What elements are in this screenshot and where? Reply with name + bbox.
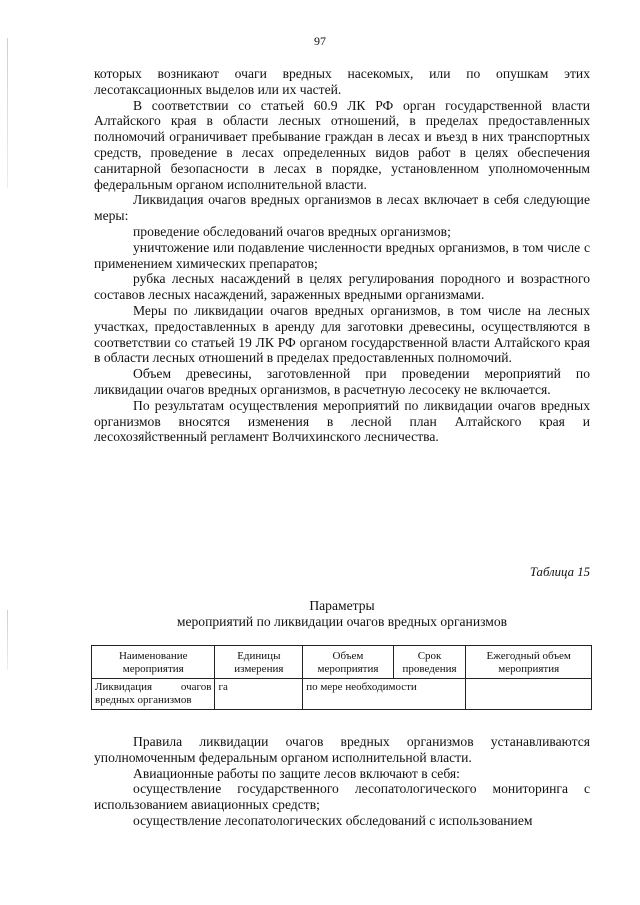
cell-annual (466, 679, 592, 710)
paragraph: осуществление государственного лесопатологического мониторинга с использованием авиационных средств; (94, 781, 590, 813)
paragraph: рубка лесных насаждений в целях регулирования породного и возрастного составов лесных насаждений, зараженных вредными организмами. (94, 271, 590, 303)
paragraph: Ликвидация очагов вредных организмов в лесах включает в себя следующие меры: (94, 192, 590, 224)
table-header-row (92, 646, 592, 679)
column-header-term: Срок проведения (393, 646, 466, 679)
paragraph: Авиационные работы по защите лесов включают в себя: (133, 765, 460, 781)
table-title-line: мероприятий по ликвидации очагов вредных организмов (176, 614, 508, 629)
body-text-bottom (94, 734, 590, 829)
table-row (92, 679, 592, 710)
paragraph: По результатам осуществления мероприятий по ликвидации очагов вредных организмов вносятся изменения в лесной план Алтайского края и лесохозяйственный регламент Волчихинского лесничества. (94, 397, 590, 445)
scan-edge-mark (7, 38, 8, 188)
paragraph: которых возникают очаги вредных насекомых, или по опушкам этих лесотаксационных выделов или их частей. (94, 66, 590, 97)
paragraph: осуществление лесопатологических обследований с использованием (133, 812, 533, 828)
paragraph: Объем древесины, заготовленной при проведении мероприятий по ликвидации очагов вредных организмов, в расчетную лесосеку не включается. (94, 366, 590, 397)
column-header-volume: Объем мероприятия (303, 646, 394, 679)
paragraph: уничтожение или подавление численности вредных организмов, в том числе с применением химических препаратов; (94, 239, 590, 271)
body-text-top (94, 66, 590, 445)
paragraph: Меры по ликвидации очагов вредных организмов, в том числе на лесных участках, предоставленных в аренду для заготовки древесины, осуществляются в соответствии со статьей 19 ЛК РФ органом государственной власти Алтайского края в области лесных отношений в пределах предоставленных полномочий. (94, 302, 590, 366)
table-title-line: Параметры (309, 598, 375, 613)
column-header-unit: Единицы измерения (215, 646, 303, 679)
scan-edge-mark (7, 610, 8, 670)
paragraph: Правила ликвидации очагов вредных организмов устанавливаются уполномоченным федеральным органом исполнительной власти. (94, 734, 590, 765)
parameters-table (91, 645, 592, 710)
cell-activity-name: Ликвидация очагов вредных организмов (92, 679, 215, 710)
column-header-annual: Ежегодный объем мероприятия (466, 646, 592, 679)
paragraph: проведение обследований очагов вредных организмов; (133, 223, 451, 239)
cell-unit: га (215, 679, 303, 710)
cell-volume-term: по мере необходимости (303, 679, 466, 710)
page-number: 97 (314, 34, 326, 48)
paragraph: В соответствии со статьей 60.9 ЛК РФ орган государственной власти Алтайского края в области лесных отношений, в пределах предоставленных полномочий ограничивает пребывание граждан в лесах и въезд в них транспортных средств, проведение в лесах определенных видов работ в целях обеспечения санитарной безопасности в лесах в порядке, установленном уполномоченным федеральным органом исполнительной власти. (94, 97, 590, 192)
column-header-name: Наименование мероприятия (92, 646, 215, 679)
table-caption: Таблица 15 (529, 565, 590, 579)
table-title (94, 598, 590, 630)
